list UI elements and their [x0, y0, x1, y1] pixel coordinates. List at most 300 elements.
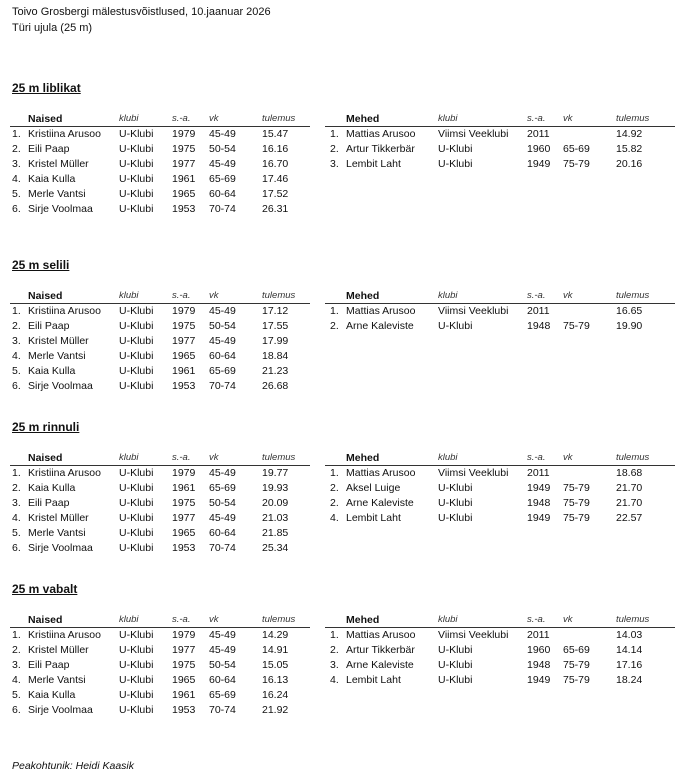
cell-place: 1.	[330, 305, 339, 317]
cell-result: 18.84	[262, 350, 289, 362]
cell-birth-year: 1975	[172, 143, 196, 155]
cell-club: U-Klubi	[119, 542, 154, 554]
cell-result: 19.93	[262, 482, 289, 494]
cell-result: 16.65	[616, 305, 643, 317]
cell-place: 4.	[12, 173, 21, 185]
cell-club: U-Klubi	[119, 203, 154, 215]
cell-club: U-Klubi	[119, 335, 154, 347]
cell-name: Artur Tikkerbär	[346, 143, 415, 155]
table-header	[325, 112, 675, 127]
column-birth-year: s.-a.	[172, 290, 191, 301]
venue: Türi ujula (25 m)	[12, 22, 93, 34]
cell-name: Sirje Voolmaa	[28, 542, 93, 554]
results-table-women	[10, 112, 310, 222]
cell-place: 3.	[12, 335, 21, 347]
cell-result: 22.57	[616, 512, 643, 524]
column-result: tulemus	[616, 290, 650, 301]
cell-result: 15.82	[616, 143, 643, 155]
cell-club: U-Klubi	[438, 482, 473, 494]
column-result: tulemus	[616, 452, 650, 463]
table-header	[10, 289, 310, 304]
cell-result: 14.92	[616, 128, 643, 140]
cell-result: 17.99	[262, 335, 289, 347]
table-row	[325, 305, 675, 320]
cell-result: 14.29	[262, 629, 289, 641]
gender-heading: Naised	[28, 614, 63, 626]
cell-name: Arne Kaleviste	[346, 659, 414, 671]
cell-result: 14.14	[616, 644, 643, 656]
gender-heading: Mehed	[346, 452, 380, 464]
column-result: tulemus	[616, 614, 650, 625]
cell-birth-year: 1961	[172, 173, 196, 185]
table-row	[10, 674, 310, 689]
cell-place: 1.	[330, 128, 339, 140]
cell-birth-year: 1979	[172, 467, 196, 479]
cell-club: U-Klubi	[119, 689, 154, 701]
cell-birth-year: 1961	[172, 365, 196, 377]
cell-result: 17.46	[262, 173, 289, 185]
cell-age-group: 45-49	[209, 644, 236, 656]
cell-club: U-Klubi	[119, 512, 154, 524]
cell-result: 16.70	[262, 158, 289, 170]
cell-result: 16.13	[262, 674, 289, 686]
cell-club: U-Klubi	[119, 497, 154, 509]
column-birth-year: s.-a.	[172, 113, 191, 124]
cell-result: 20.09	[262, 497, 289, 509]
cell-name: Sirje Voolmaa	[28, 704, 93, 716]
cell-age-group: 45-49	[209, 467, 236, 479]
cell-age-group: 70-74	[209, 704, 236, 716]
cell-birth-year: 1975	[172, 659, 196, 671]
cell-age-group: 75-79	[563, 497, 590, 509]
cell-birth-year: 1965	[172, 188, 196, 200]
cell-place: 2.	[330, 143, 339, 155]
cell-club: U-Klubi	[119, 128, 154, 140]
cell-result: 21.92	[262, 704, 289, 716]
cell-birth-year: 1965	[172, 350, 196, 362]
cell-place: 2.	[12, 320, 21, 332]
cell-club: U-Klubi	[119, 674, 154, 686]
column-result: tulemus	[262, 290, 296, 301]
section-title: 25 m vabalt	[12, 582, 78, 596]
cell-result: 18.24	[616, 674, 643, 686]
cell-birth-year: 1949	[527, 158, 551, 170]
cell-name: Kristel Müller	[28, 158, 89, 170]
gender-heading: Naised	[28, 452, 63, 464]
column-age-group: vk	[563, 452, 573, 463]
cell-place: 2.	[330, 320, 339, 332]
table-row	[10, 542, 310, 557]
cell-age-group: 60-64	[209, 350, 236, 362]
results-table-women	[10, 451, 310, 561]
cell-name: Eili Paap	[28, 497, 70, 509]
cell-birth-year: 2011	[527, 467, 550, 479]
cell-age-group: 70-74	[209, 380, 236, 392]
cell-place: 5.	[12, 188, 21, 200]
cell-birth-year: 1961	[172, 482, 196, 494]
cell-result: 20.16	[616, 158, 643, 170]
cell-birth-year: 1979	[172, 305, 196, 317]
cell-age-group: 65-69	[209, 365, 236, 377]
cell-age-group: 75-79	[563, 320, 590, 332]
table-row	[10, 365, 310, 380]
cell-name: Merle Vantsi	[28, 674, 86, 686]
cell-club: U-Klubi	[119, 320, 154, 332]
table-row	[325, 497, 675, 512]
cell-name: Aksel Luige	[346, 482, 401, 494]
cell-club: U-Klubi	[119, 365, 154, 377]
cell-name: Merle Vantsi	[28, 188, 86, 200]
cell-place: 2.	[12, 644, 21, 656]
cell-name: Kristel Müller	[28, 644, 89, 656]
results-table-men	[325, 112, 675, 222]
cell-club: U-Klubi	[438, 497, 473, 509]
cell-birth-year: 1949	[527, 482, 551, 494]
cell-age-group: 45-49	[209, 128, 236, 140]
cell-club: U-Klubi	[438, 644, 473, 656]
table-row	[10, 203, 310, 218]
cell-result: 21.70	[616, 482, 643, 494]
cell-club: U-Klubi	[119, 173, 154, 185]
cell-club: U-Klubi	[438, 674, 473, 686]
cell-birth-year: 1948	[527, 320, 551, 332]
column-birth-year: s.-a.	[527, 614, 546, 625]
column-age-group: vk	[563, 614, 573, 625]
cell-name: Kristiina Arusoo	[28, 629, 101, 641]
column-age-group: vk	[563, 290, 573, 301]
results-table-men	[325, 289, 675, 399]
cell-name: Arne Kaleviste	[346, 320, 414, 332]
cell-club: Viimsi Veeklubi	[438, 629, 509, 641]
cell-place: 5.	[12, 365, 21, 377]
cell-age-group: 60-64	[209, 527, 236, 539]
cell-birth-year: 2011	[527, 305, 550, 317]
cell-birth-year: 1965	[172, 527, 196, 539]
column-result: tulemus	[616, 113, 650, 124]
cell-birth-year: 1948	[527, 497, 551, 509]
cell-result: 15.05	[262, 659, 289, 671]
cell-result: 16.16	[262, 143, 289, 155]
cell-place: 5.	[12, 527, 21, 539]
column-age-group: vk	[209, 614, 219, 625]
cell-age-group: 70-74	[209, 203, 236, 215]
cell-name: Kristiina Arusoo	[28, 128, 101, 140]
column-result: tulemus	[262, 452, 296, 463]
cell-club: U-Klubi	[119, 482, 154, 494]
cell-name: Mattias Arusoo	[346, 467, 416, 479]
cell-place: 2.	[12, 482, 21, 494]
cell-name: Mattias Arusoo	[346, 629, 416, 641]
cell-club: Viimsi Veeklubi	[438, 128, 509, 140]
cell-birth-year: 1979	[172, 629, 196, 641]
cell-result: 17.55	[262, 320, 289, 332]
column-birth-year: s.-a.	[527, 452, 546, 463]
gender-heading: Mehed	[346, 614, 380, 626]
column-birth-year: s.-a.	[172, 452, 191, 463]
cell-place: 1.	[12, 128, 21, 140]
cell-name: Eili Paap	[28, 143, 70, 155]
table-row	[10, 482, 310, 497]
chief-referee: Peakohtunik: Heidi Kaasik	[12, 760, 134, 772]
table-row	[10, 188, 310, 203]
cell-age-group: 60-64	[209, 188, 236, 200]
column-klubi: klubi	[438, 113, 458, 124]
table-row	[10, 158, 310, 173]
column-age-group: vk	[209, 290, 219, 301]
cell-birth-year: 1953	[172, 542, 196, 554]
table-row	[325, 674, 675, 689]
cell-birth-year: 1960	[527, 143, 551, 155]
cell-age-group: 65-69	[563, 644, 590, 656]
table-row	[10, 512, 310, 527]
cell-club: U-Klubi	[119, 143, 154, 155]
cell-age-group: 75-79	[563, 482, 590, 494]
cell-result: 14.03	[616, 629, 643, 641]
cell-name: Lembit Laht	[346, 158, 401, 170]
cell-result: 26.31	[262, 203, 289, 215]
cell-place: 3.	[12, 158, 21, 170]
cell-age-group: 70-74	[209, 542, 236, 554]
cell-place: 2.	[330, 497, 339, 509]
cell-place: 1.	[12, 629, 21, 641]
cell-age-group: 50-54	[209, 497, 236, 509]
cell-name: Artur Tikkerbär	[346, 644, 415, 656]
cell-club: U-Klubi	[119, 467, 154, 479]
cell-age-group: 65-69	[209, 689, 236, 701]
column-age-group: vk	[209, 113, 219, 124]
cell-place: 2.	[330, 644, 339, 656]
cell-name: Kaia Kulla	[28, 173, 76, 185]
cell-result: 17.16	[616, 659, 643, 671]
table-row	[10, 629, 310, 644]
cell-birth-year: 1949	[527, 674, 551, 686]
cell-club: U-Klubi	[119, 527, 154, 539]
table-header	[325, 289, 675, 304]
results-table-women	[10, 613, 310, 723]
column-birth-year: s.-a.	[172, 614, 191, 625]
section-title: 25 m liblikat	[12, 81, 81, 95]
cell-place: 5.	[12, 689, 21, 701]
results-table-women	[10, 289, 310, 399]
table-header	[325, 613, 675, 628]
table-row	[10, 305, 310, 320]
cell-result: 19.90	[616, 320, 643, 332]
cell-result: 15.47	[262, 128, 289, 140]
cell-result: 16.24	[262, 689, 289, 701]
cell-club: U-Klubi	[119, 629, 154, 641]
cell-place: 4.	[12, 512, 21, 524]
cell-birth-year: 1949	[527, 512, 551, 524]
cell-result: 17.52	[262, 188, 289, 200]
cell-name: Merle Vantsi	[28, 527, 86, 539]
cell-age-group: 45-49	[209, 335, 236, 347]
cell-place: 2.	[12, 143, 21, 155]
cell-name: Mattias Arusoo	[346, 305, 416, 317]
table-row	[325, 629, 675, 644]
cell-birth-year: 1953	[172, 380, 196, 392]
table-row	[10, 350, 310, 365]
gender-heading: Naised	[28, 113, 63, 125]
cell-age-group: 60-64	[209, 674, 236, 686]
cell-place: 1.	[330, 467, 339, 479]
cell-birth-year: 1948	[527, 659, 551, 671]
results-table-men	[325, 451, 675, 561]
cell-place: 3.	[330, 659, 339, 671]
table-row	[10, 659, 310, 674]
cell-birth-year: 1965	[172, 674, 196, 686]
cell-name: Sirje Voolmaa	[28, 203, 93, 215]
cell-age-group: 50-54	[209, 143, 236, 155]
cell-club: U-Klubi	[438, 320, 473, 332]
cell-club: U-Klubi	[438, 143, 473, 155]
cell-place: 1.	[12, 467, 21, 479]
cell-result: 26.68	[262, 380, 289, 392]
cell-age-group: 45-49	[209, 512, 236, 524]
cell-birth-year: 1977	[172, 158, 196, 170]
cell-age-group: 75-79	[563, 512, 590, 524]
cell-place: 4.	[12, 350, 21, 362]
table-row	[325, 320, 675, 335]
document-title: Toivo Grosbergi mälestusvõistlused, 10.jaanuar 2026	[12, 6, 271, 18]
cell-place: 3.	[330, 158, 339, 170]
cell-place: 6.	[12, 542, 21, 554]
cell-club: U-Klubi	[119, 350, 154, 362]
column-klubi: klubi	[438, 614, 458, 625]
table-row	[325, 467, 675, 482]
column-result: tulemus	[262, 113, 296, 124]
cell-club: U-Klubi	[119, 188, 154, 200]
cell-age-group: 65-69	[209, 482, 236, 494]
cell-club: U-Klubi	[438, 659, 473, 671]
cell-age-group: 75-79	[563, 659, 590, 671]
cell-result: 25.34	[262, 542, 289, 554]
cell-name: Eili Paap	[28, 659, 70, 671]
cell-result: 21.23	[262, 365, 289, 377]
cell-birth-year: 1961	[172, 689, 196, 701]
cell-club: U-Klubi	[438, 512, 473, 524]
section-title: 25 m selili	[12, 258, 70, 272]
cell-club: U-Klubi	[119, 644, 154, 656]
cell-name: Kristiina Arusoo	[28, 305, 101, 317]
cell-age-group: 65-69	[209, 173, 236, 185]
column-birth-year: s.-a.	[527, 113, 546, 124]
cell-place: 3.	[12, 659, 21, 671]
column-klubi: klubi	[119, 614, 139, 625]
cell-club: U-Klubi	[119, 704, 154, 716]
table-row	[10, 527, 310, 542]
cell-result: 14.91	[262, 644, 289, 656]
cell-age-group: 45-49	[209, 158, 236, 170]
section-title: 25 m rinnuli	[12, 420, 80, 434]
table-row	[10, 497, 310, 512]
column-klubi: klubi	[119, 113, 139, 124]
cell-club: U-Klubi	[119, 305, 154, 317]
table-row	[325, 158, 675, 173]
cell-result: 17.12	[262, 305, 289, 317]
table-row	[10, 320, 310, 335]
cell-result: 21.85	[262, 527, 289, 539]
table-row	[10, 644, 310, 659]
cell-club: Viimsi Veeklubi	[438, 467, 509, 479]
cell-place: 6.	[12, 203, 21, 215]
table-row	[10, 173, 310, 188]
table-row	[10, 128, 310, 143]
cell-place: 4.	[330, 512, 339, 524]
cell-name: Kristiina Arusoo	[28, 467, 101, 479]
cell-result: 21.03	[262, 512, 289, 524]
column-klubi: klubi	[119, 452, 139, 463]
cell-result: 21.70	[616, 497, 643, 509]
cell-place: 2.	[330, 482, 339, 494]
column-age-group: vk	[209, 452, 219, 463]
cell-name: Lembit Laht	[346, 512, 401, 524]
column-birth-year: s.-a.	[527, 290, 546, 301]
cell-name: Kaia Kulla	[28, 365, 76, 377]
gender-heading: Mehed	[346, 113, 380, 125]
results-table-men	[325, 613, 675, 723]
cell-place: 6.	[12, 704, 21, 716]
cell-place: 1.	[12, 305, 21, 317]
table-row	[10, 143, 310, 158]
table-row	[10, 704, 310, 719]
cell-age-group: 45-49	[209, 629, 236, 641]
table-row	[325, 644, 675, 659]
cell-place: 4.	[330, 674, 339, 686]
column-klubi: klubi	[438, 290, 458, 301]
cell-age-group: 75-79	[563, 158, 590, 170]
cell-club: U-Klubi	[438, 158, 473, 170]
cell-club: U-Klubi	[119, 380, 154, 392]
cell-name: Arne Kaleviste	[346, 497, 414, 509]
cell-birth-year: 1975	[172, 320, 196, 332]
gender-heading: Naised	[28, 290, 63, 302]
cell-age-group: 75-79	[563, 674, 590, 686]
cell-age-group: 45-49	[209, 305, 236, 317]
cell-name: Merle Vantsi	[28, 350, 86, 362]
column-result: tulemus	[262, 614, 296, 625]
cell-club: Viimsi Veeklubi	[438, 305, 509, 317]
cell-birth-year: 2011	[527, 128, 550, 140]
table-row	[325, 482, 675, 497]
cell-birth-year: 1979	[172, 128, 196, 140]
cell-name: Kristel Müller	[28, 512, 89, 524]
cell-name: Sirje Voolmaa	[28, 380, 93, 392]
cell-age-group: 65-69	[563, 143, 590, 155]
cell-birth-year: 1953	[172, 203, 196, 215]
cell-birth-year: 1953	[172, 704, 196, 716]
table-row	[10, 467, 310, 482]
cell-result: 19.77	[262, 467, 289, 479]
table-header	[10, 613, 310, 628]
cell-birth-year: 1977	[172, 644, 196, 656]
cell-birth-year: 1975	[172, 497, 196, 509]
column-klubi: klubi	[119, 290, 139, 301]
table-header	[10, 451, 310, 466]
table-header	[10, 112, 310, 127]
table-row	[10, 380, 310, 395]
cell-place: 1.	[330, 629, 339, 641]
column-klubi: klubi	[438, 452, 458, 463]
column-age-group: vk	[563, 113, 573, 124]
cell-birth-year: 1960	[527, 644, 551, 656]
cell-place: 6.	[12, 380, 21, 392]
cell-club: U-Klubi	[119, 659, 154, 671]
cell-place: 3.	[12, 497, 21, 509]
cell-club: U-Klubi	[119, 158, 154, 170]
cell-birth-year: 1977	[172, 512, 196, 524]
table-row	[325, 143, 675, 158]
cell-name: Eili Paap	[28, 320, 70, 332]
